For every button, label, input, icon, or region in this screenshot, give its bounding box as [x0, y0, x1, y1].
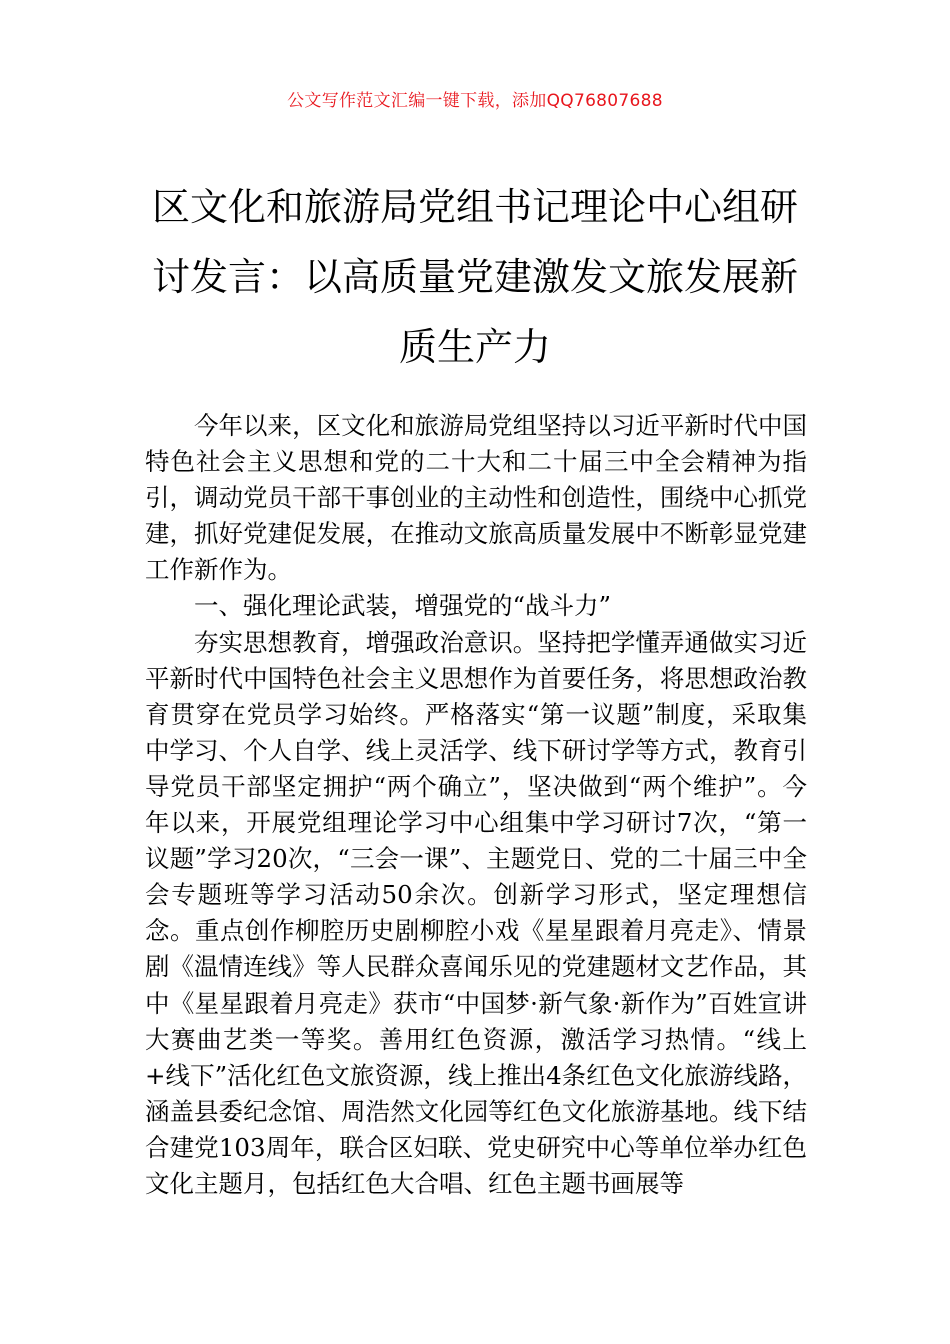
section-paragraph: 夯实思想教育，增强政治意识。坚持把学懂弄通做实习近平新时代中国特色社会主义思想作为首要任务，将思想政治教育贯穿在党员学习始终。严格落实“第一议题”制度，采取集中学习、个人自学、线上灵活学、线下研讨学等方式，教育引导党员干部坚定拥护“两个确立”，坚决做到“两个维护”。今年以来，开展党组理论学习中心组集中学习研讨7次，“第一议题”学习20次，“三会一课”、主题党日、党的二十届三中全会专题班等学习活动50余次。创新学习形式，坚定理想信念。重点创作柳腔历史剧柳腔小戏《星星跟着月亮走》、情景剧《温情连线》等人民群众喜闻乐见的党建题材文艺作品，其中《星星跟着月亮走》获市“中国梦·新气象·新作为”百姓宣讲大赛曲艺类一等奖。善用红色资源，激活学习热情。“线上+线下”活化红色文旅资源，线上推出4条红色文化旅游线路，涵盖县委纪念馆、周浩然文化园等红色文化旅游基地。线下结合建党103周年，联合区妇联、党史研究中心等单位举办红色文化主题月，包括红色大合唱、红色主题书画展等 [145, 627, 807, 1198]
document-body [145, 408, 807, 1202]
header-download-note: 公文写作范文汇编一键下载，添加QQ76807688 [287, 91, 663, 111]
section-heading: 一、强化理论武装，增强党的“战斗力” [194, 591, 612, 621]
document-title: 区文化和旅游局党组书记理论中心组研讨发言：以高质量党建激发文旅发展新质生产力 [151, 185, 798, 369]
intro-paragraph: 今年以来，区文化和旅游局党组坚持以习近平新时代中国特色社会主义思想和党的二十大和二十届三中全会精神为指引，调动党员干部干事创业的主动性和创造性，围绕中心抓党建，抓好党建促发展，在推动文旅高质量发展中不断彰显党建工作新作为。 [145, 411, 807, 585]
